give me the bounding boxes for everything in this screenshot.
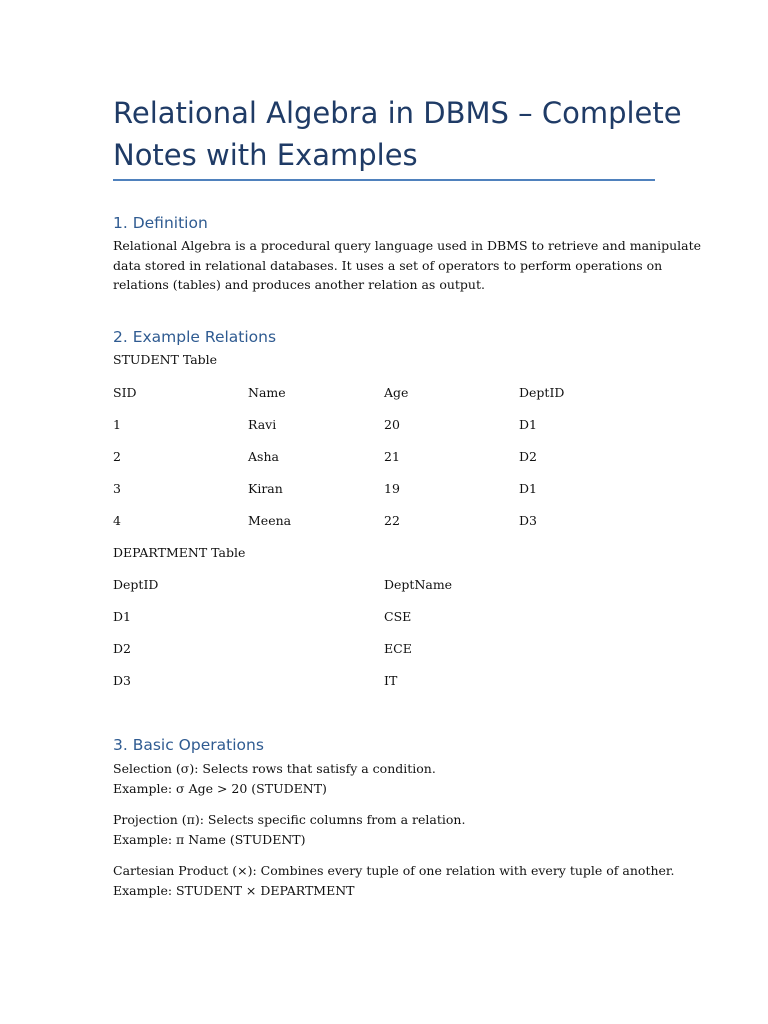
operation-description: Projection (π): Selects specific columns from a relation. <box>113 812 466 827</box>
student-table-label: STUDENT Table <box>113 352 218 367</box>
table-cell: Kiran <box>248 481 283 496</box>
department-table-label: DEPARTMENT Table <box>113 545 246 560</box>
table-cell: ECE <box>384 641 412 656</box>
document-title-line: Notes with Examples <box>113 138 418 172</box>
table-cell: D2 <box>113 641 131 656</box>
table-cell: 22 <box>384 513 400 528</box>
table-cell: D2 <box>519 449 537 464</box>
table-cell: 4 <box>113 513 121 528</box>
table-cell: 20 <box>384 417 400 432</box>
paragraph-line: data stored in relational databases. It uses a set of operators to perform operations on <box>113 257 663 273</box>
table-row <box>113 449 655 481</box>
section-heading-definition: 1. Definition <box>113 214 208 232</box>
operation-description: Selection (σ): Selects rows that satisfy a condition. <box>113 761 436 776</box>
document-title <box>113 92 682 176</box>
table-row <box>113 481 655 513</box>
table-cell: 19 <box>384 481 400 496</box>
table-row <box>113 641 655 673</box>
operation-selection <box>113 759 655 798</box>
table-cell: 1 <box>113 417 121 432</box>
section-heading-example-relations: 2. Example Relations <box>113 328 277 346</box>
operation-projection <box>113 810 655 849</box>
table-header-cell: DeptID <box>519 385 565 400</box>
operation-example: Example: STUDENT × DEPARTMENT <box>113 882 355 898</box>
table-row <box>113 513 655 545</box>
table-header-cell: DeptName <box>384 577 453 592</box>
operation-description: Cartesian Product (×): Combines every tuple of one relation with every tuple of another. <box>113 863 675 878</box>
table-cell: D1 <box>113 609 131 624</box>
table-header-row <box>113 385 655 417</box>
student-table <box>113 385 655 545</box>
table-cell: CSE <box>384 609 412 624</box>
section-heading-basic-operations: 3. Basic Operations <box>113 736 264 754</box>
table-cell: D3 <box>113 673 131 688</box>
title-divider <box>113 179 655 181</box>
table-cell: D1 <box>519 481 537 496</box>
definition-paragraph <box>113 236 701 295</box>
table-cell: 21 <box>384 449 400 464</box>
table-cell: Asha <box>248 449 279 464</box>
department-table <box>113 577 655 705</box>
operation-cartesian-product <box>113 861 675 900</box>
operation-example: Example: π Name (STUDENT) <box>113 831 306 847</box>
table-cell: Ravi <box>248 417 277 432</box>
table-cell: 3 <box>113 481 121 496</box>
table-row <box>113 673 655 705</box>
table-cell: IT <box>384 673 398 688</box>
table-cell: 2 <box>113 449 121 464</box>
table-row <box>113 609 655 641</box>
table-header-cell: Age <box>384 385 409 400</box>
operation-example: Example: σ Age > 20 (STUDENT) <box>113 780 327 796</box>
table-header-row <box>113 577 655 609</box>
table-header-cell: SID <box>113 385 137 400</box>
table-cell: Meena <box>248 513 292 528</box>
table-row <box>113 417 655 449</box>
table-cell: D1 <box>519 417 537 432</box>
paragraph-line: Relational Algebra is a procedural query language used in DBMS to retrieve and manipulate <box>113 238 701 253</box>
table-cell: D3 <box>519 513 537 528</box>
table-header-cell: Name <box>248 385 286 400</box>
document-title-line: Relational Algebra in DBMS – Complete <box>113 96 682 130</box>
table-header-cell: DeptID <box>113 577 159 592</box>
paragraph-line: relations (tables) and produces another relation as output. <box>113 277 485 292</box>
